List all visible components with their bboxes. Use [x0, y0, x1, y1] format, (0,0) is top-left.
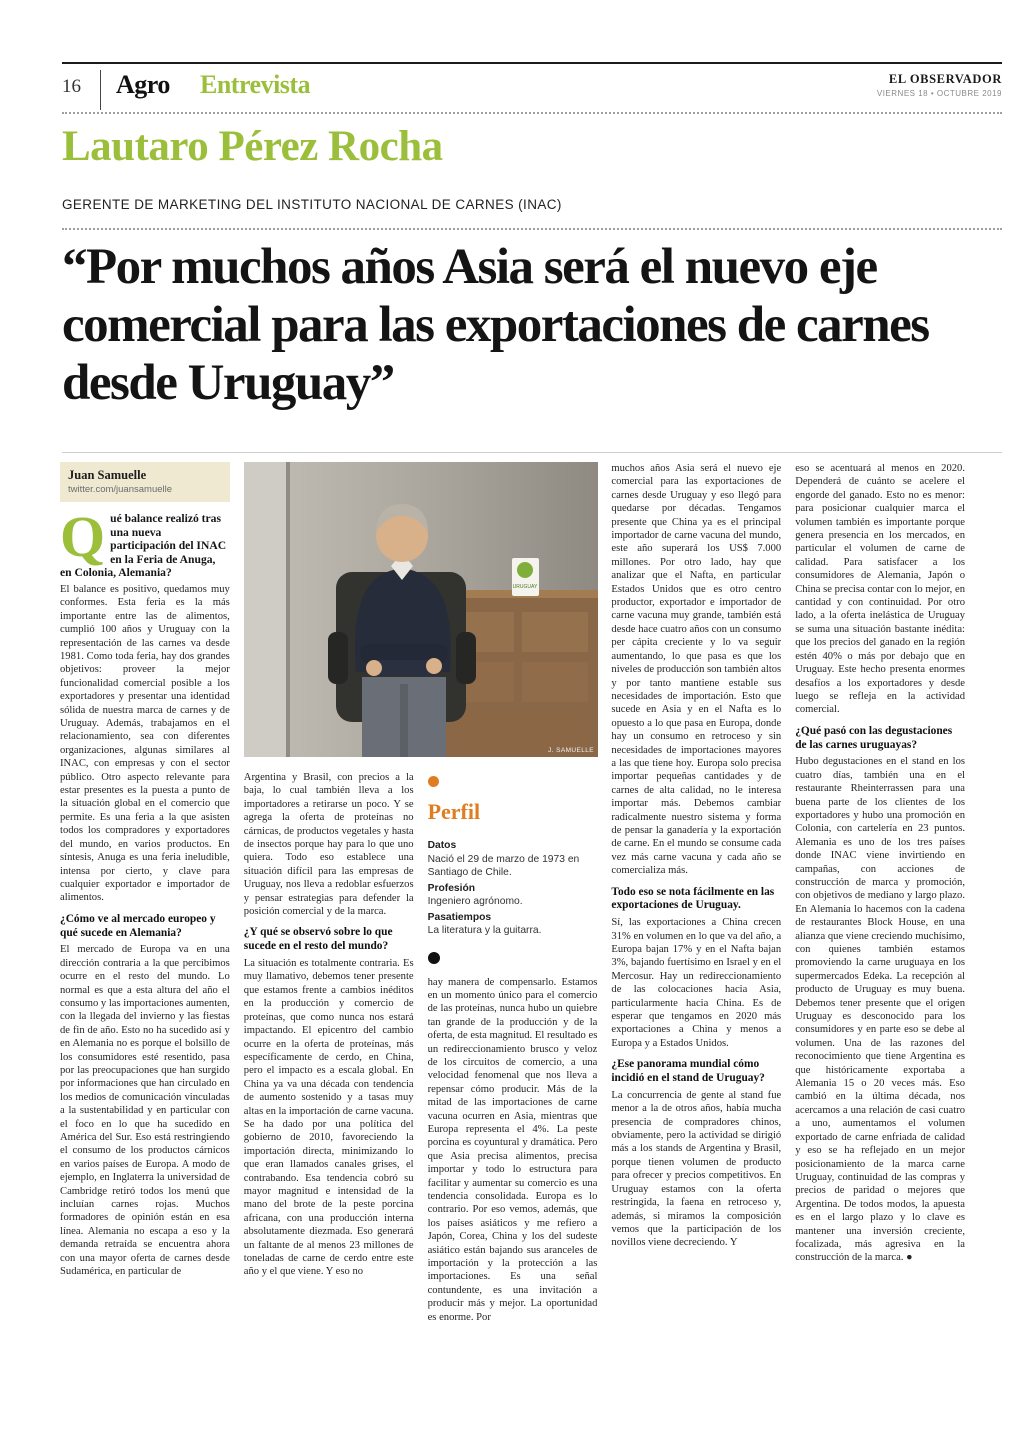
column-5 [795, 462, 965, 1396]
photo-card-text: URUGUAY [512, 584, 538, 590]
profile-title: Perfil [427, 799, 481, 824]
masthead-logo: EL OBSERVADOR [888, 72, 1002, 86]
masthead-block [877, 72, 1002, 98]
photo-illustration [244, 462, 598, 757]
paragraph: Sí, las exportaciones a China crecen 31% en volumen en lo que va del año, a Europa bajan 17% y en el Nafta bajan 3%, bajando fuertísimo en Israel y en el Mercosur. Hay un redireccionamiento de las colocaciones hacia Asia, particularmente hacia China. Es de esperar que tengamos en 2020 más exportaciones a China y menos a Europa y a Estados Unidos. [611, 917, 782, 1049]
lead-question-text: ué balance realizó tras una nueva participación del INAC en la Feria de Anuga, en Colonia, Alemania? [60, 512, 227, 580]
interviewee-name: Lautaro Pérez Rocha [62, 123, 443, 170]
byline-box [60, 462, 230, 502]
profile-label-pasatiempos: Pasatiempos [427, 911, 492, 923]
header-divider [100, 70, 101, 110]
question-subhead: ¿Ese panorama mundial cómo incidió en el stand de Uruguay? [611, 1058, 765, 1085]
column-1 [60, 462, 230, 1396]
edition-date: VIERNES 18 • OCTUBRE 2019 [876, 89, 1002, 98]
section-subtitle: Entrevista [200, 70, 311, 99]
paragraph: muchos años Asia será el nuevo eje comercial para las exportaciones de carnes desde Uruguay y eso llegó para quedarse por décadas. Tengamos presente que China ya es el principal importador de carne vacuna del mundo, este año superará los US$ 7.000 millones. Por otro lado, hay que analizar que el Nafta, en particular Estados Unidos que es otro centro productor, exportador e importador de carne vacuna muy grande, también está desde hace cuatro años con un consumo per cápita creciente y lo va seguir aumentando, lo que pasa es que los niveles de producción son también altos y por tanto mantiene estable sus necesidades de importación. Esto que sucede en Asia y en el Nafta es lo opuesto a lo que pasa en Europa, donde hay un consumo en retroceso y sin necesidades de importaciones mayores a las que tiene hoy. Europa solo precisa importar pequeñas cantidades y de carnes de alta calidad, no le interesa importar más. Debemos cambiar radicalmente nuestro sistema y forma de pensar la ganadería y la exportación de carne. En el mundo se consume cada vez más carne vacuna y cada año se comercializa más. [611, 463, 782, 877]
paragraph: El balance es positivo, quedamos muy conformes. Esta feria es la más importante entre las de alimentos, cumplió 100 años y Uruguay con la representación de las carnes va desde 1981. Como toda feria, hay dos grandes objetivos: proveer la mejor funcionalidad comercial posible a los exportadores y presentar una identidad sólida de nuestra marca de carnes y de Uruguay. Además, trabajamos en el relacionamiento, sea con diferentes organizaciones, algunas similares al INAC, con empresas y con el sector público. Otro aspecto relevante para estar presentes es la puesta a punto de la situación global en el comercio que permite. Es una feria a la que asisten todos los compradores y exportadores del mundo, en varios productos. En síntesis, Anuga es una feria ineludible, intensa por cierto, y clave para cualquier exportador e importador de alimentos. [60, 583, 230, 904]
paragraph: hay manera de compensarlo. Estamos en un momento único para el comercio de las proteínas, nunca hubo un quiebre tan grande de la producción y de la oferta, de esta magnitud. El resultado es un redireccionamiento brusco y veloz de los circuitos de comercio, a una velocidad fenomenal que nos lleva a repensar cómo producir. Más de la mitad de las importaciones de carne vacuna ocurren en Asia, mientras que Europa representa el 4%. La peste porcina es coyuntural y dramática. Pero que Asia precisa alimentos, precisa importar y todo lo estructura para facilitar y aumentar su comercio es una tendencia consolidada. Europa es lo contrario. Por eso vemos, además, que los países asiáticos y me refiero a Japón, Corea, China y los del sudeste asiático están bajando sus aranceles de importación y la protección a las importaciones. Es una señal contundente, es una invitación a producir más y mejor. La oportunidad es enorme. Por [427, 976, 598, 1323]
section-title: Agro [116, 70, 170, 99]
byline-twitter-handle[interactable]: twitter.com/juansamuelle [68, 484, 173, 495]
article-body [60, 462, 965, 1396]
top-page-rule [62, 62, 1002, 64]
page-number: 16 [62, 76, 81, 97]
question-subhead: ¿Cómo ve al mercado europeo y qué sucede en Alemania? [60, 912, 216, 939]
paragraph: Hubo degustaciones en el stand en los cuatro días, también una en el restaurante Rheinterrassen para una buena parte de los clientes de los exportadores y hubo una promoción en Colonia, con cartelería en 23 puntos. Alemania es uno de los tres países donde INAC viene invirtiendo en campañas, con acciones de construcción de marca y promoción, con objetivos de mediano y largo plazo. En Alemania lo hacemos con la cadena de restaurantes Block House, en una alianza que viene creciendo muchísimo, con quienes también estamos promoviendo la carne uruguaya en los supermercados Edeka. La recepción al producto de Uruguay es muy buena. Debemos tener presente que el origen Uruguay es desconocido para los consumidores y en parte eso se debe al volumen. Una de las razones del reconocimiento que tiene Argentina es que históricamente exportaba a Alemania 15 o 20 veces más. Eso cambió en la última década, nos acercamos a una relación de casi cuatro a uno, aumentamos el volumen exportado de carne enfriada de calidad y eso se ha reflejado en un mejor posicionamiento de la marca carne Uruguay, continuidad de las compras y precios de paridad o mejores que Argentina. De todos modos, la apuesta es en el largo plazo y lo clave es mantener una inversión creciente, focalizada, más agresiva en la construcción de la marca. ● [795, 756, 965, 1264]
black-bullet-icon [428, 952, 440, 964]
question-subhead: Todo eso se nota fácilmente en las exportaciones de Uruguay. [611, 885, 775, 912]
lead-question [60, 504, 230, 580]
photo-credit: J. SAMUELLE [548, 747, 594, 754]
profile-value-profesion: Ingeniero agrónomo. [427, 896, 523, 907]
dotted-rule-kicker [62, 228, 1002, 230]
interview-photo [244, 462, 598, 757]
article-headline: “Por muchos años Asia será el nuevo eje comercial para las exportaciones de carnes desde Uruguay” [62, 239, 929, 411]
paragraph: La concurrencia de gente al stand fue menor a la de otros años, había mucha presencia de compradores chinos, obviamente, pero la actividad se dirigió más a los stands de Argentina y Brasil, porque tienen volumen de producto para ofrecer y precios competitivos. En Uruguay estamos con la oferta restringida, la faena en retroceso y, además, si miramos la composición vemos que la participación de los novillos viene decreciendo. Y [611, 1089, 782, 1249]
headline-bottom-rule [62, 452, 1002, 453]
interviewee-role: GERENTE DE MARKETING DEL INSTITUTO NACIONAL DE CARNES (INAC) [62, 197, 562, 212]
paragraph: El mercado de Europa va en una dirección contraria a la que percibimos ocurre en el resto del mundo. Lo normal es que a esta altura del año el consumo y las importaciones aumenten, con la llegada del invierno y las fiestas de fin de año. Esto no ha sucedido así y en Alemania no es porque el bolsillo de los consumidores esté resentido, pasa por las preocupaciones que han surgido por informaciones que han circulado en los medios de comunicación vinculadas a la sustentabilidad y en particular con el foco en lo que ha sucedido en América del Sur. Eso está restringiendo el consumo de los productos cárnicos en varios países de Europa. A modo de ejemplo, en Inglaterra la universidad de Cambridge retiró todos los menú que incluían carnes rojas. Muchos formadores de opinión están en esa línea. Alemania no escapa a eso y la demanda retraída se encuentra ahora con una mayor oferta de carnes desde Sudamérica, en particular de [60, 944, 230, 1278]
question-subhead: ¿Qué pasó con las degustaciones de las carnes uruguayas? [795, 724, 953, 751]
paragraph: La situación es totalmente contraria. Es muy llamativo, debemos tener presente que estamos frente a cambios inéditos en la producción y comercio de proteínas, que como nunca nos estará impactando. El epicentro del cambio ocurre en la oferta de proteínas, más específicamente de cerdo, en China, pero el impacto es a escala global. En China ya va una década con tendencia de aumento sostenido y a tasas muy altas en la importación de carne vacuna. Se ha dado por una política del gobierno de 2010, favoreciendo la importación directa, minimizando lo que eran llamados canales grises, el contrabando. Esa tendencia cobró su mayor magnitud e intensidad de la mano del brote de la peste porcina africana, con una producción interna absolutamente diezmada. Eso generará un faltante de al menos 23 millones de toneladas de carne de cerdo entre este año y el que viene. Y eso no [243, 958, 414, 1278]
profile-value-pasatiempos: La literatura y la guitarra. [427, 925, 542, 936]
profile-label-profesion: Profesión [427, 882, 476, 894]
dotted-rule-top [62, 112, 1002, 114]
profile-value-datos: Nació el 29 de marzo de 1973 en Santiago de Chile. [427, 853, 580, 878]
profile-label-datos: Datos [427, 840, 457, 851]
paragraph: eso se acentuará al menos en 2020. Dependerá de cuánto se acelere el engorde del ganado. Esto no es menor: para posicionar cualquier marca el volumen también es importante porque genera presencia en los mercados, en particular el volumen de carne de calidad. Para satisfacer a los consumidores de Alemania, Japón o China se precisa contar con lo mejor, en cantidad y con continuidad. Por otro lado, a la oferta inelástica de Uruguay se suma una situación bastante inédita: que los precios del ganado en la región estén 40% o más por debajo que en Uruguay. Este hecho presenta enormes desafíos a los exportadores y desde luego se refleja en la actividad comercial. [795, 463, 965, 716]
orange-bullet-icon [428, 776, 439, 787]
paragraph: Argentina y Brasil, con precios a la baja, lo cual también lleva a los importadores a retirarse un poco. Y se agrega la oferta de proteínas no cárnicas, de productos vegetales y hasta de insectos porque hay para lo que uno quiera. Todo eso establece una situación difícil para las empresas de Uruguay, nos lleva a redoblar esfuerzos y pensar estrategias para defender la posición comercial y de la marca. [243, 772, 414, 918]
dropcap-q: Q [60, 504, 106, 569]
profile-box [428, 776, 598, 964]
page-header [62, 70, 1002, 114]
column-4 [611, 462, 781, 1396]
byline-name: Juan Samuelle [68, 468, 147, 482]
question-subhead: ¿Y qué se observó sobre lo que sucede en el resto del mundo? [243, 926, 393, 953]
